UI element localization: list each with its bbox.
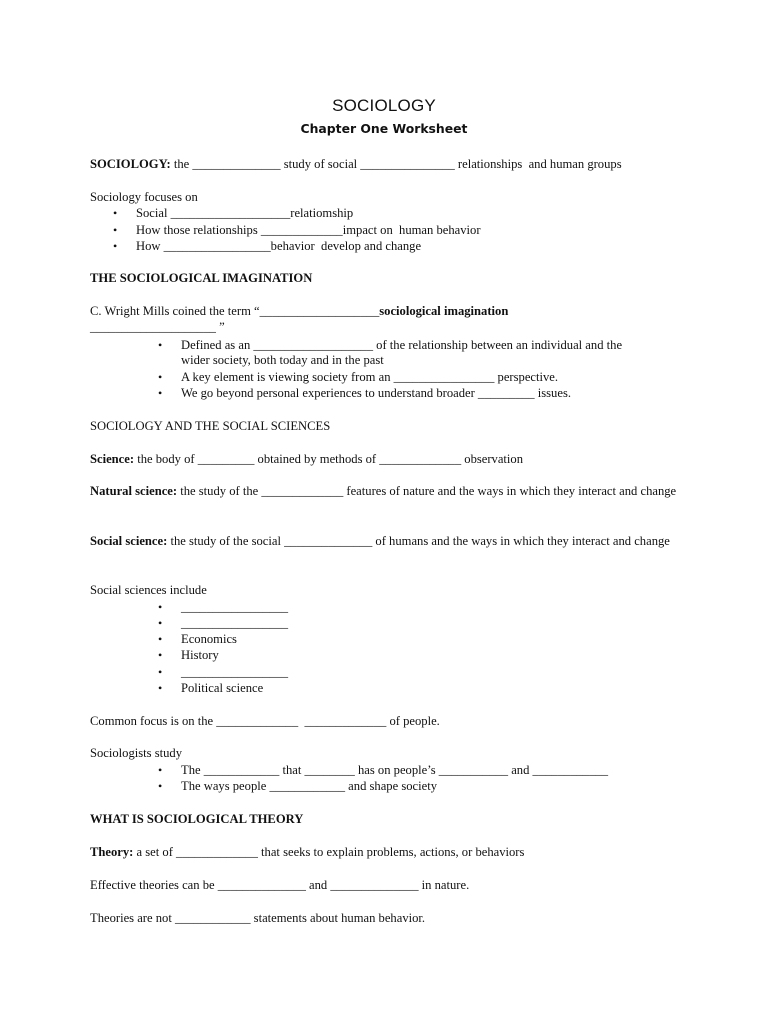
focus-item-2: How those relationships _____________impact on human behavior — [136, 223, 481, 237]
science-text: the body of _________ obtained by methods of _____________ observation — [134, 452, 524, 466]
mills-term: sociological imagination — [379, 304, 509, 318]
heading-social-sciences: SOCIOLOGY AND THE SOCIAL SCIENCES — [90, 419, 331, 433]
mills-text: C. Wright Mills coined the term “___________________ — [90, 304, 380, 318]
theory-definition — [90, 845, 524, 860]
social-science-item-6: Political science — [181, 681, 264, 695]
social-science-text: the study of the social ______________ of humans and the ways in which they interact and change — [167, 534, 670, 548]
heading-sociological-theory: WHAT IS SOCIOLOGICAL THEORY — [90, 812, 304, 826]
focus-item-3: How _________________behavior develop and change — [136, 239, 422, 253]
social-science-label: Social science: — [90, 534, 168, 548]
mills-line — [90, 304, 508, 319]
natural-science-text: the study of the _____________ features of nature and the ways in which they interact and change — [177, 484, 677, 498]
sociologists-study-intro: Sociologists study — [90, 746, 183, 760]
science-definition — [90, 452, 523, 467]
science-label: Science: — [90, 452, 135, 466]
page-title: SOCIOLOGY — [332, 96, 436, 115]
imagination-item-2: A key element is viewing society from an ________________ perspective. — [181, 370, 559, 384]
theory-label: Theory: — [90, 845, 134, 859]
bullet: • — [113, 223, 118, 237]
imagination-item-1a: Defined as an ___________________ of the relationship between an individual and the — [181, 338, 623, 352]
focus-item-1: Social ___________________relatiomship — [136, 206, 354, 220]
focus-intro: Sociology focuses on — [90, 190, 198, 204]
common-focus: Common focus is on the _____________ _____________ of people. — [90, 714, 440, 728]
bullet: • — [158, 681, 163, 695]
social-science-item-3: Economics — [181, 632, 237, 646]
bullet: • — [158, 616, 163, 630]
social-science-item-2: _________________ — [181, 616, 289, 630]
bullet: • — [158, 370, 163, 384]
study-item-2: The ways people ____________ and shape society — [181, 779, 438, 793]
bullet: • — [158, 386, 163, 400]
theories-not-final: Theories are not ____________ statements about human behavior. — [90, 911, 426, 925]
page-subtitle: Chapter One Worksheet — [300, 121, 468, 136]
social-science-item-5: _________________ — [181, 665, 289, 679]
study-item-1: The ____________ that ________ has on people’s ___________ and ____________ — [181, 763, 609, 777]
social-sciences-intro: Social sciences include — [90, 583, 207, 597]
heading-sociological-imagination: THE SOCIOLOGICAL IMAGINATION — [90, 271, 313, 285]
social-science-definition — [90, 534, 685, 550]
bullet: • — [113, 239, 118, 253]
bullet: • — [158, 338, 163, 352]
bullet: • — [158, 632, 163, 646]
mills-continuation: ____________________ ” — [90, 320, 225, 334]
theory-text: a set of _____________ that seeks to explain problems, actions, or behaviors — [133, 845, 525, 859]
bullet: • — [158, 779, 163, 793]
bullet: • — [158, 665, 163, 679]
natural-science-definition — [90, 484, 685, 500]
social-science-item-4: History — [181, 648, 219, 662]
bullet: • — [158, 648, 163, 662]
bullet: • — [158, 600, 163, 614]
imagination-item-3: We go beyond personal experiences to understand broader _________ issues. — [181, 386, 571, 400]
effective-theories: Effective theories can be ______________ and ______________ in nature. — [90, 878, 470, 892]
definition-label: SOCIOLOGY: — [90, 157, 171, 171]
sociology-definition — [90, 157, 622, 172]
definition-text: the ______________ study of social _______________ relationships and human groups — [170, 157, 622, 171]
bullet: • — [113, 206, 118, 220]
bullet: • — [158, 763, 163, 777]
natural-science-label: Natural science: — [90, 484, 178, 498]
imagination-item-1b: wider society, both today and in the past — [181, 353, 384, 367]
social-science-item-1: _________________ — [181, 600, 289, 614]
